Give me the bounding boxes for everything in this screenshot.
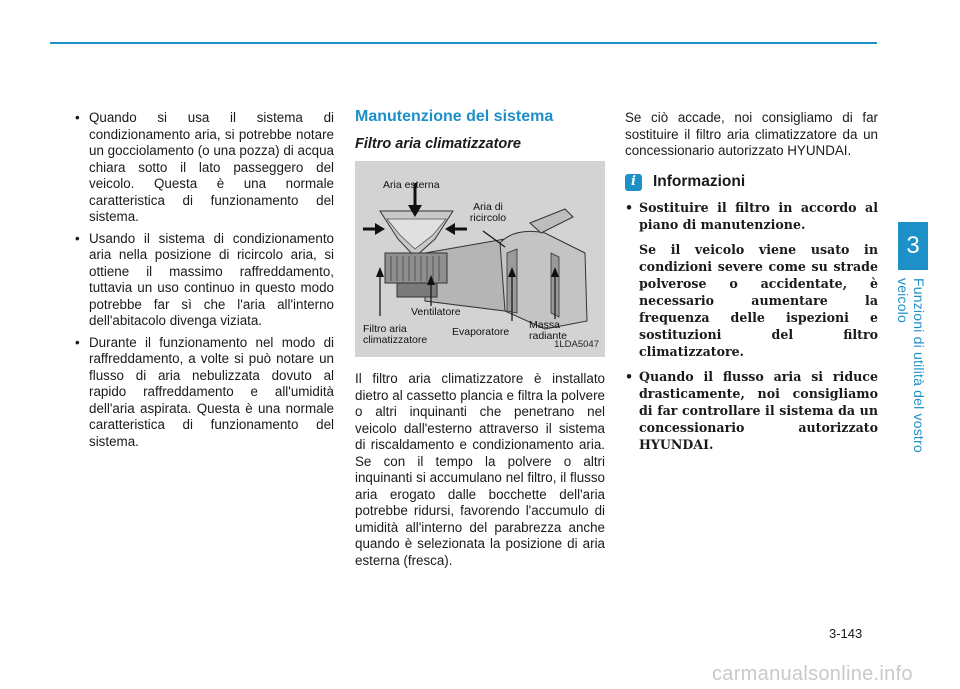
section-heading: Manutenzione del sistema (355, 108, 554, 125)
list-item (625, 199, 878, 360)
label-external-air: Aria esterna (383, 179, 440, 191)
label-fan: Ventilatore (411, 306, 461, 318)
label-heater-core: Massa radiante (529, 319, 567, 342)
list-item: • Quando il flusso aria si riduce drasticamente, noi consigliamo di far controllare il sistema da un concessionario autorizzato HYUNDAI. (625, 368, 878, 453)
list-item: • Quando si usa il sistema di condizionamento aria, si potrebbe notare un gocciolamento (o una pozza) di acqua chiara sotto il lato passeggero del veicolo. Questa è una normale caratteristica di funzionamento del sistema. (75, 110, 334, 226)
info-title: Informazioni (653, 172, 746, 190)
info-text: • Sostituire il filtro in accordo al piano di manutenzione. (639, 199, 878, 232)
info-header (625, 174, 878, 191)
chapter-number: 3 (906, 232, 920, 259)
header-rule (50, 42, 877, 44)
subsection-heading: Filtro aria climatizzatore (355, 135, 521, 152)
label-filter: Filtro aria climatizzatore (363, 323, 428, 346)
info-text: Se il veicolo viene usato in condizioni severe come su strade polverose o accidentate, è necessario aumentare la frequenza delle ispezioni e sostituzioni del filtro climatizzatore. (639, 241, 878, 359)
page-number: 3-143 (829, 626, 863, 641)
figure-code: 1LDA5047 (554, 338, 599, 350)
hvac-diagram (355, 161, 605, 357)
column-middle (355, 109, 605, 569)
service-recommendation: Se ciò accade, noi consigliamo di far sostituire il filtro aria climatizzatore da un concessionario autorizzato HYUNDAI. (625, 110, 878, 158)
label-recirc-air: Aria di ricircolo (469, 201, 507, 224)
chapter-tab (898, 222, 928, 270)
watermark: carmanualsonline.info (712, 663, 913, 685)
label-evaporator: Evaporatore (452, 326, 510, 338)
column-left (75, 110, 334, 455)
chapter-title: Funzioni di utilità del vostro veicolo (895, 278, 927, 453)
info-icon: i (625, 174, 642, 191)
column-right (625, 110, 878, 456)
list-item: • Usando il sistema di condizionamento aria nella posizione di ricircolo aria, si ottiene il massimo raffreddamento, tuttavia un uso continuo in questo modo potrebbe far sì che l'aria all'interno dell'abitacolo divenga viziata. (75, 231, 334, 330)
list-item: • Durante il funzionamento nel modo di raffreddamento, a volte si può notare un flusso di aria nebulizzata dovuto al rapido raffreddamento e all'umidità dell'aria aspirata. Questa è una normale caratteristica di funzionamento del sistema. (75, 335, 334, 451)
filter-description: Il filtro aria climatizzatore è installato dietro al cassetto plancia e filtra la polvere o altri inquinanti che penetrano nel veicolo dall'esterno attraverso il sistema di riscaldamento e condizionamento aria. Se con il tempo la polvere o altri inquinanti si accumulano nel filtro, il flusso aria erogato dalle bocchette dell'aria potrebbe ridursi, favorendo l'accumulo di umidità all'interno del parabrezza anche quando è selezionata la posizione di aria esterna (fresca). (355, 371, 605, 568)
bullet-list (75, 110, 334, 450)
info-list (625, 199, 878, 453)
